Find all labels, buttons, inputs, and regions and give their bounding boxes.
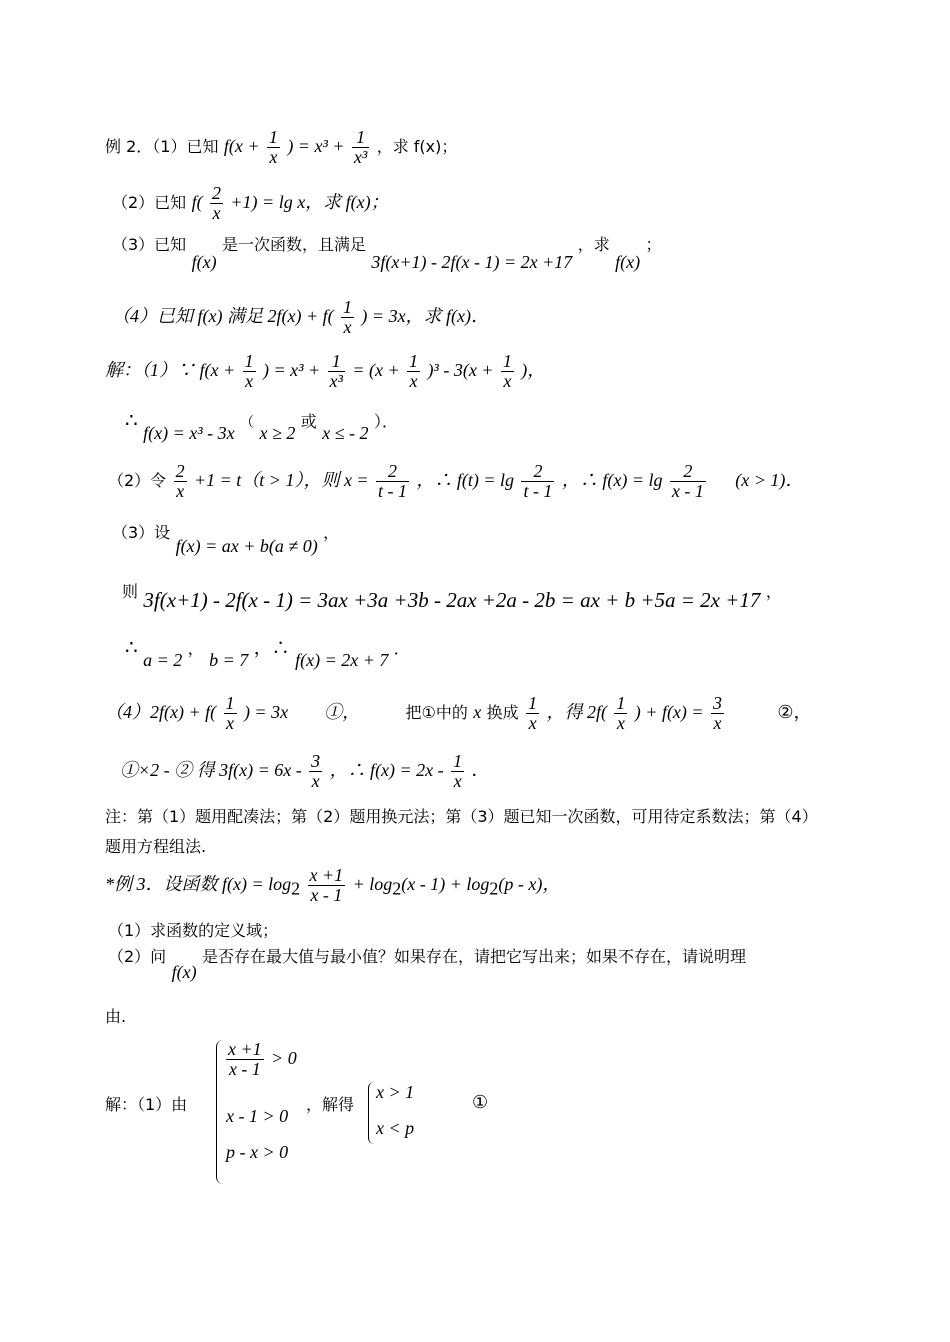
frac-num: 2 [670, 462, 706, 482]
sol2-s1-mid: ) = x³ + [262, 359, 321, 380]
sol2-s2-frac4 [670, 462, 706, 501]
sol2-s4b-line [120, 752, 489, 791]
sol2-s3c-sep2: ，∴ [253, 638, 290, 658]
frac-den: x [453, 770, 462, 791]
sol2-s3c-a: a = 2 [143, 650, 183, 670]
frac-den: x [409, 370, 418, 391]
frac-num: x +1 [228, 1039, 262, 1059]
sol2-s2-c: ，∴ f(x) = lg [561, 469, 663, 490]
ex2-q3-fx: f(x) [191, 252, 217, 272]
sol2-s3c-sep: ， [187, 639, 204, 658]
sol2-s1b-paren: （ [240, 415, 255, 431]
sol2-s2-d: (x > 1)． [735, 469, 804, 490]
sol2-s4b-c: ． [471, 759, 490, 780]
sol2-s4-f: ②， [777, 701, 812, 722]
ex2-q2-frac [210, 184, 223, 223]
frac-den: x [176, 480, 185, 501]
frac-den: x [245, 370, 254, 391]
sol2-s4-frac2 [526, 694, 539, 733]
frac-num: 1 [352, 128, 369, 148]
ex2-q3-text: 是一次函数，且满足 [221, 235, 366, 254]
frac-num: 1 [268, 127, 278, 147]
sol2-s3b-comma: ， [765, 582, 782, 601]
ex2-q3-line [112, 232, 662, 272]
frac-den: x - 1 [228, 1058, 261, 1079]
sol2-s3-label: （3）设 [112, 523, 171, 542]
ex2-q1-eq: ) = x³ + [287, 135, 345, 156]
ex3-q1: （1）求函数的定义域； [108, 921, 279, 940]
sol2-s2-frac3 [521, 462, 554, 501]
therefore-symbol: ∴ [125, 637, 138, 659]
sol3-row3: p - x > 0 [226, 1142, 289, 1162]
sol2-s1-line [105, 352, 545, 391]
ex2-q3-end: ； [645, 235, 662, 254]
frac-num: 2 [175, 461, 185, 481]
sol2-s4-b: 把①中的 [405, 702, 468, 722]
sol2-s2-b: ，∴ f(t) = lg [416, 469, 515, 490]
sol2-s4b-frac2 [451, 752, 464, 791]
sol2-s3b-eq: 3f(x+1) - 2f(x - 1) = 3ax +3a +3b - 2ax +2a - 2b = ax + b +5a = 2x +17 [143, 588, 761, 612]
ex2-q4-line [112, 298, 489, 337]
sol3-row1 [224, 1040, 297, 1079]
frac-den: x [311, 770, 320, 791]
sol2-s4-c: 换成 [486, 702, 519, 722]
ex2-q1-f: f(x + [223, 135, 260, 156]
sol2-s1b-c2: x ≤ - 2 [322, 423, 369, 443]
ex3-line [105, 866, 560, 905]
sol2-s1-frac4 [501, 352, 514, 391]
frac-num: 1 [453, 751, 463, 771]
frac-num: 1 [616, 693, 626, 713]
ex2-q3-label: （3）已知 [112, 235, 187, 254]
sol2-s2-line [108, 462, 803, 501]
sol2-s3-eq: f(x) = ax + b(a ≠ 0) [175, 536, 318, 556]
ex2-q2-tail: +1) = lg x，求 f(x)； [230, 191, 389, 212]
frac-num: 2 [212, 183, 221, 203]
sol2-s2-frac1 [174, 462, 187, 501]
ex2-q1-tail: ，求 f(x)； [376, 136, 458, 156]
ex3-mid1: + log [352, 873, 393, 894]
ex2-q1-frac2 [352, 128, 369, 167]
ex3-q2-end: 由. [105, 1007, 127, 1026]
sol2-s4b-frac1 [309, 752, 322, 791]
log-base: 2 [489, 878, 499, 899]
therefore-symbol: ∴ [125, 410, 138, 432]
sol2-s4-frac3 [614, 694, 627, 733]
frac-den: t - 1 [377, 480, 407, 501]
ex2-label: 例 2．（1）已知 [105, 136, 219, 156]
ex2-q3-fx2: f(x) [615, 252, 641, 272]
sol3-res-row1: x > 1 [376, 1082, 415, 1102]
frac-den: x [528, 712, 537, 733]
frac-num: 2 [376, 462, 409, 482]
frac-den: t - 1 [523, 480, 553, 501]
frac-num: 1 [343, 297, 353, 317]
sol2-s3c-b: b = 7 [209, 650, 249, 670]
frac-den: x [212, 202, 221, 223]
ex3-mid2: (x - 1) + log [401, 873, 490, 894]
sol3-label: 解：（1）由 [105, 1095, 188, 1114]
ex3-q2-fx: f(x) [171, 962, 197, 982]
sol2-s1b-line [125, 408, 398, 443]
sol2-s3-line [112, 520, 340, 556]
frac-den: x [226, 712, 235, 733]
sol2-s1-label: 解：（1）∵ f(x + [105, 359, 236, 380]
ex2-q4-tail: ) = 3x，求 f(x)． [361, 305, 490, 326]
frac-num: 1 [502, 351, 512, 371]
sol2-s4b-b: ，∴ f(x) = 2x - [329, 759, 444, 780]
sol2-s4-d: ，得 2f( [546, 701, 607, 722]
frac-num: 1 [225, 693, 235, 713]
ex2-q1-frac1 [267, 128, 280, 167]
sol3-sys-frac [226, 1040, 264, 1079]
frac-den: x [713, 712, 722, 733]
log-base: 2 [291, 878, 301, 899]
sol2-s4-x: x [473, 701, 482, 722]
ex2-q2-label: （2）已知 [112, 192, 187, 212]
ex2-q2-f: f( [191, 191, 203, 212]
note-line1: 注：第（1）题用配凑法；第（2）题用换元法；第（3）题已知一次函数，可用待定系数法；第（4） [105, 807, 818, 826]
frac-num: 2 [521, 462, 554, 482]
frac-den: x³ [329, 370, 343, 391]
ex3-frac [308, 866, 346, 905]
sol2-s1b-end: ）． [373, 412, 398, 431]
frac-num: x +1 [309, 865, 344, 885]
sol2-s3c-fx: f(x) = 2x + 7 [295, 650, 389, 670]
sol2-s1-mid2: = (x + [352, 359, 400, 380]
sol2-s1b-c1: x ≥ 2 [259, 423, 296, 443]
frac-den: x [616, 712, 625, 733]
ex3-q2-line [108, 944, 746, 982]
sol2-s2-a: +1 = t（t > 1），则 x = [194, 469, 369, 490]
note-line2: 题用方程组法. [105, 837, 207, 856]
frac-num: 1 [244, 351, 254, 371]
sol2-s4-line [105, 694, 812, 733]
sol2-s2-label: （2）令 [108, 470, 167, 490]
frac-num: 1 [409, 351, 419, 371]
system-brace [216, 1040, 223, 1184]
sol3-row1-tail: > 0 [271, 1047, 297, 1068]
sol2-s2-frac2 [376, 462, 409, 501]
frac-num: 3 [311, 751, 321, 771]
sol2-s1-mid3: )³ - 3(x + [427, 359, 494, 380]
sol2-s3c-end: ． [393, 639, 410, 658]
frac-den: x [343, 316, 352, 337]
sol2-s3b-then: 则 [122, 582, 139, 601]
ex2-q2-line [112, 184, 389, 223]
sol2-s1-frac1 [243, 352, 256, 391]
ex2-q3-eq: 3f(x+1) - 2f(x - 1) = 2x +17 [371, 252, 573, 272]
sol2-s3c-line [125, 634, 410, 670]
result-brace [368, 1082, 374, 1144]
sol2-s1-tail: )， [521, 359, 546, 380]
sol2-s1b-eq: f(x) = x³ - 3x [143, 423, 235, 443]
ex3-q2-label: （2）问 [108, 947, 167, 966]
sol3-res-row2: x < p [376, 1118, 415, 1138]
sol2-s3b-line [122, 578, 782, 612]
frac-num: 3 [712, 693, 722, 713]
ex3-tail: (p - x)， [498, 873, 561, 894]
sol2-s4-e: ) + f(x) = [634, 701, 704, 722]
ex2-q1-line [105, 128, 457, 167]
sol2-s4-frac4 [711, 694, 724, 733]
sol2-s1b-or: 或 [300, 412, 317, 431]
log-base: 2 [392, 878, 402, 899]
frac-den: x [503, 370, 512, 391]
frac-den: x - 1 [310, 884, 343, 905]
ex3-label: *例 3．设函数 f(x) = log [105, 873, 292, 894]
sol2-s4b-a: ①×2 - ② 得 3f(x) = 6x - [120, 759, 302, 780]
ex2-q4-label: （4）已知 f(x) 满足 2f(x) + f( [112, 305, 334, 326]
frac-num: 1 [528, 693, 538, 713]
ex2-q4-frac [341, 298, 354, 337]
ex3-q2-text: 是否存在最大值与最小值？如果存在，请把它写出来；如果不存在，请说明理 [201, 947, 746, 966]
sol2-s3-comma: ， [323, 523, 340, 542]
sol2-s4-label: （4）2f(x) + f( [105, 701, 217, 722]
ex2-q3-tail: ，求 [577, 235, 610, 254]
sol2-s1-frac3 [407, 352, 420, 391]
sol3-mark: ① [472, 1092, 489, 1112]
sol3-solve: ，解得 [306, 1095, 355, 1114]
frac-num: 1 [328, 352, 345, 372]
frac-den: x³ [353, 146, 368, 167]
frac-den: x - 1 [671, 480, 704, 501]
sol3-row2: x - 1 > 0 [226, 1106, 289, 1126]
sol2-s4-frac1 [224, 694, 237, 733]
frac-den: x [269, 146, 278, 167]
sol2-s4-a: ) = 3x ①， [243, 701, 361, 722]
sol2-s1-frac2 [328, 352, 345, 391]
